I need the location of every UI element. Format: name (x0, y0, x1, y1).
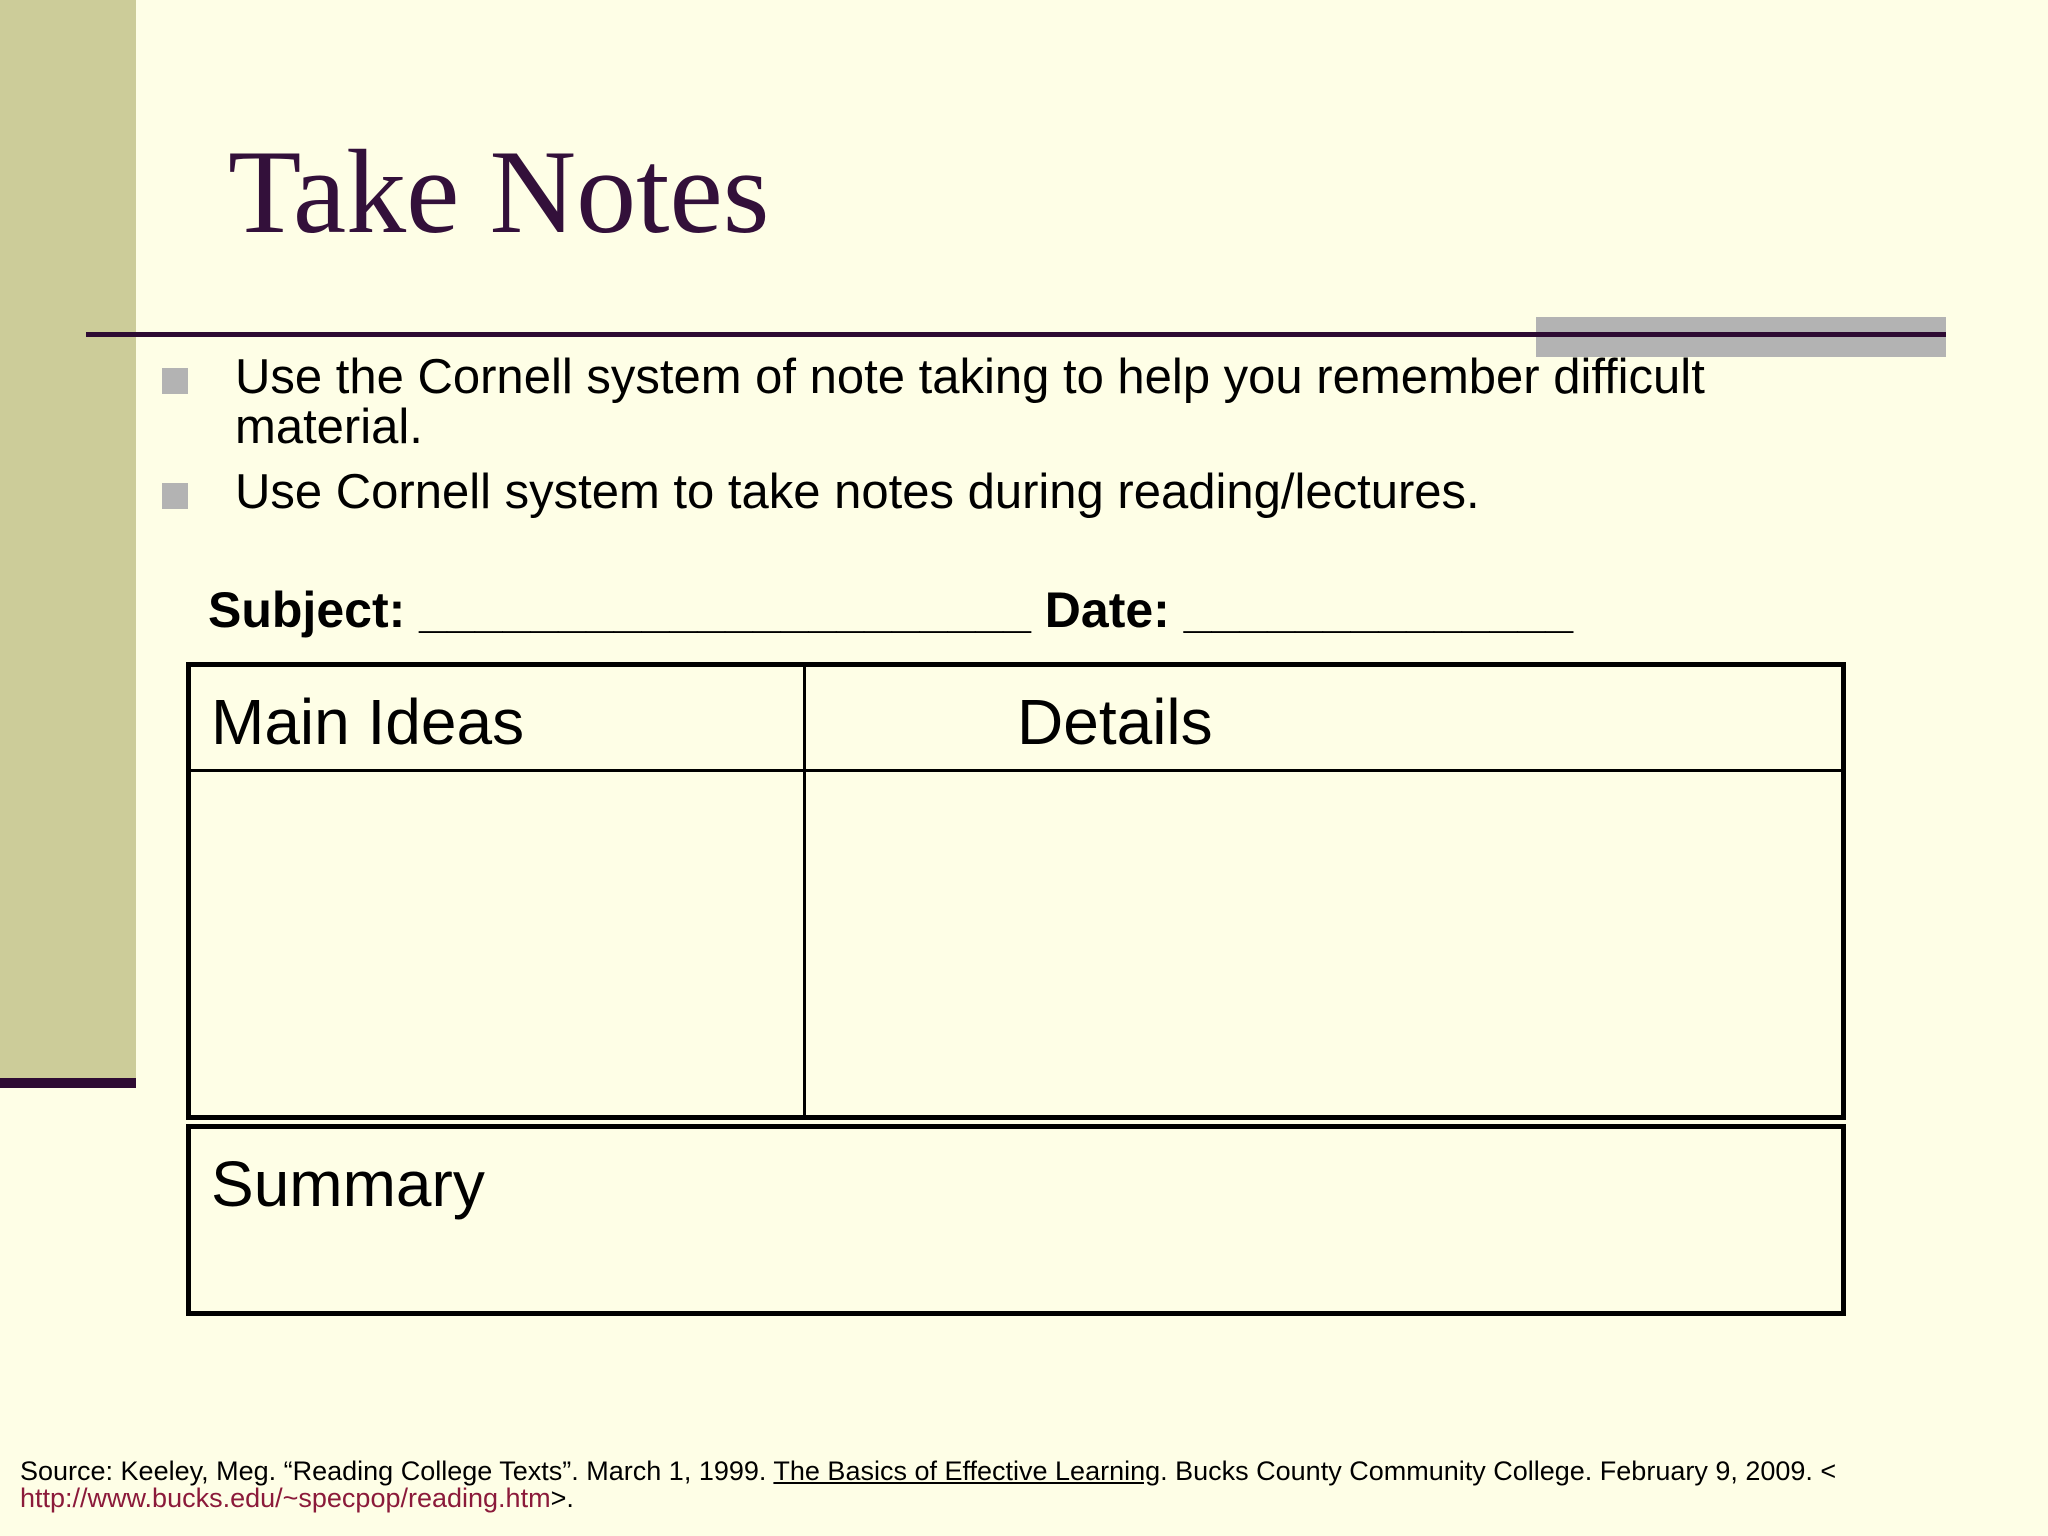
column-divider (803, 667, 806, 1115)
source-prefix: Source: Keeley, Meg. “Reading College Texts”. March 1, 1999. (20, 1456, 774, 1486)
square-bullet-icon (162, 483, 188, 509)
bullet-text: Use Cornell system to take notes during reading/lectures. (235, 465, 1480, 519)
publication-title: The Basics of Effective Learning (773, 1456, 1161, 1486)
bullet-item (160, 352, 1800, 452)
subject-date-line: Subject: ______________________ Date: ______________ (208, 582, 1574, 638)
details-header: Details (1017, 686, 1213, 758)
bullet-text: Use the Cornell system of note taking to help you remember difficult material. (235, 350, 1705, 454)
summary-header: Summary (211, 1148, 485, 1220)
bullet-item (160, 467, 1800, 517)
cornell-notes-table (186, 662, 1846, 1120)
bullet-list (160, 352, 1800, 532)
source-citation (20, 1458, 2030, 1512)
side-bar-decoration (0, 0, 136, 1088)
source-link[interactable]: http://www.bucks.edu/~specpop/reading.htm (20, 1483, 551, 1513)
source-suffix: >. (550, 1483, 574, 1513)
summary-box (186, 1124, 1846, 1316)
main-ideas-header: Main Ideas (211, 686, 525, 758)
slide-title: Take Notes (228, 125, 770, 258)
source-middle: . Bucks County Community College. February 9, 2009. < (1160, 1456, 1837, 1486)
header-divider (191, 769, 1841, 772)
square-bullet-icon (162, 368, 188, 394)
title-rule (86, 332, 1946, 337)
